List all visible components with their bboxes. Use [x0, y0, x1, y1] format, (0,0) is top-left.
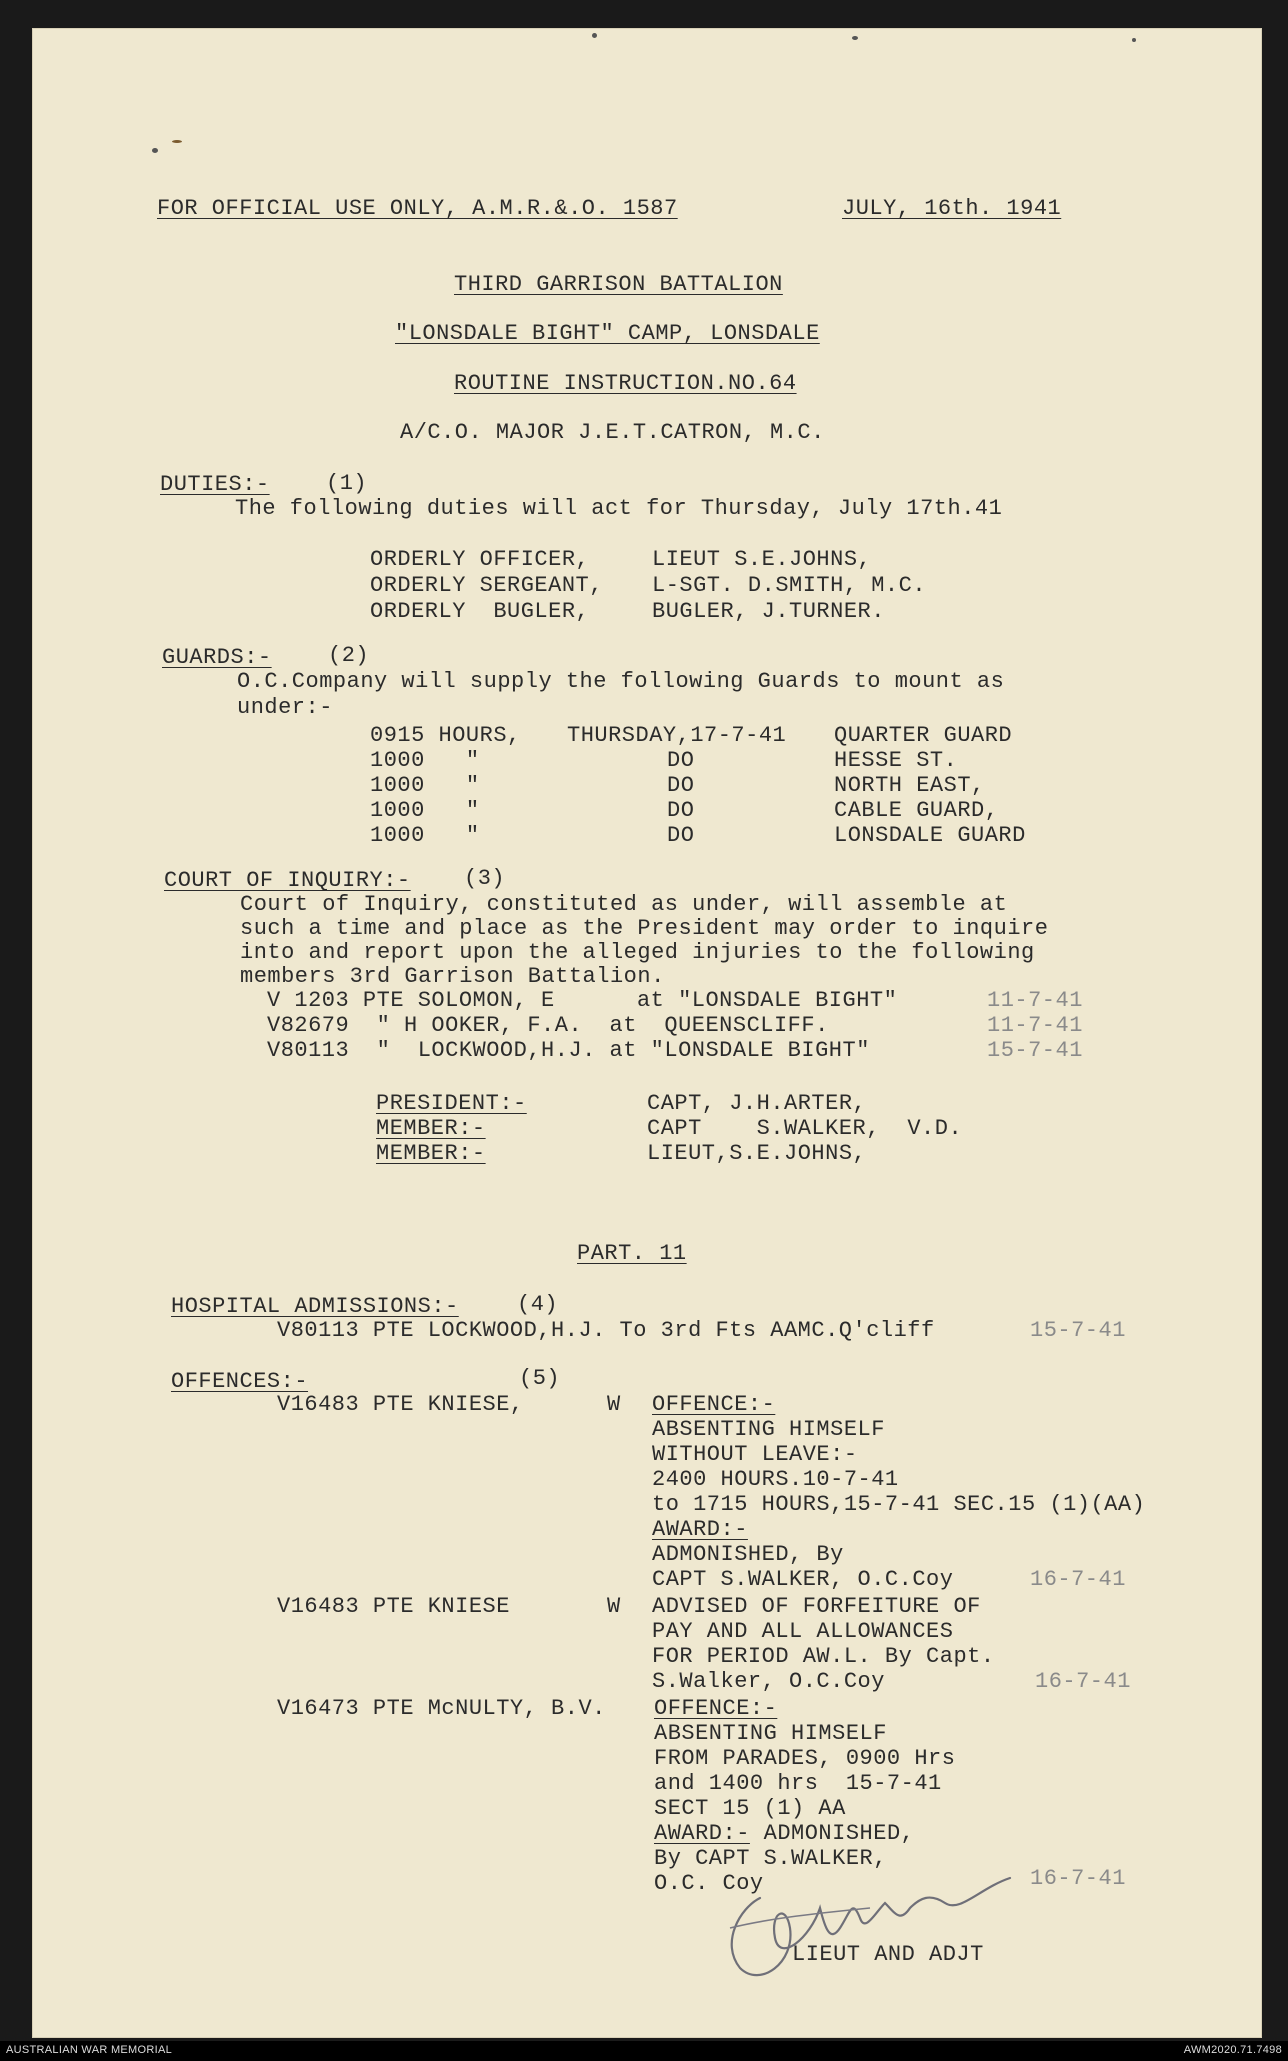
court-text: into and report upon the alleged injuries to the following [240, 940, 1035, 965]
guard-post: LONSDALE GUARD [834, 823, 1026, 848]
guard-day: DO [667, 748, 695, 773]
offence-line: ADVISED OF FORFEITURE OF [652, 1594, 981, 1619]
offence-mark: W [607, 1392, 621, 1417]
guard-post: QUARTER GUARD [834, 723, 1013, 748]
guards-number: (2) [328, 643, 370, 668]
guard-post: NORTH EAST, [834, 773, 985, 798]
guards-heading: GUARDS:- [162, 645, 272, 670]
footer-institution: AUSTRALIAN WAR MEMORIAL [6, 2044, 173, 2056]
offence-line: FROM PARADES, 0900 Hrs [654, 1746, 956, 1771]
offence-line: and 1400 hrs 15-7-41 [654, 1771, 942, 1796]
duty-name: BUGLER, J.TURNER. [652, 599, 885, 624]
offence-line: WITHOUT LEAVE:- [652, 1442, 858, 1467]
hospital-entry: V80113 PTE LOCKWOOD,H.J. To 3rd Fts AAMC.Q'cliff [277, 1318, 935, 1343]
offence-line: PAY AND ALL ALLOWANCES [652, 1619, 954, 1644]
header-classification: FOR OFFICIAL USE ONLY, A.M.R.&.O. 1587 [157, 196, 678, 221]
guard-post: CABLE GUARD, [834, 798, 999, 823]
header-date: JULY, 16th. 1941 [842, 196, 1062, 221]
court-member: V 1203 PTE SOLOMON, E at "LONSDALE BIGHT" [267, 988, 898, 1013]
duty-role: ORDERLY BUGLER, [370, 599, 590, 624]
duties-heading: DUTIES:- [160, 472, 270, 497]
hospital-date: 15-7-41 [1030, 1318, 1126, 1343]
duty-role: ORDERLY SERGEANT, [370, 573, 603, 598]
court-number: (3) [464, 866, 506, 891]
offence-soldier: V16483 PTE KNIESE [277, 1594, 510, 1619]
offence-date: 16-7-41 [1035, 1669, 1131, 1694]
duty-role: ORDERLY OFFICER, [370, 547, 590, 572]
archive-footer [0, 2041, 1288, 2061]
board-name: LIEUT,S.E.JOHNS, [647, 1141, 867, 1166]
paper-speck [152, 148, 158, 153]
court-member: V80113 " LOCKWOOD,H.J. at "LONSDALE BIGHT" [267, 1038, 870, 1063]
guard-day: DO [667, 798, 695, 823]
court-text: members 3rd Garrison Battalion. [240, 964, 665, 989]
award-text: ADMONISHED, [749, 1821, 915, 1846]
guard-day: DO [667, 773, 695, 798]
guard-time: 1000 " [370, 798, 480, 823]
offence-line: By CAPT S.WALKER, [654, 1846, 887, 1871]
handwritten-signature [700, 1868, 1030, 1998]
part-heading: PART. 11 [577, 1241, 687, 1266]
board-role: MEMBER:- [376, 1141, 486, 1166]
paper-speck [1132, 38, 1136, 42]
offence-soldier: V16473 PTE McNULTY, B.V. [277, 1696, 606, 1721]
footer-accession: AWM2020.71.7498 [1183, 2044, 1282, 2056]
guard-day: THURSDAY,17-7-41 [567, 723, 787, 748]
offences-number: (5) [519, 1366, 561, 1391]
court-member-date: 11-7-41 [987, 1013, 1083, 1038]
guards-intro: O.C.Company will supply the following Guards to mount as [237, 669, 1005, 694]
offence-soldier: V16483 PTE KNIESE, [277, 1392, 524, 1417]
court-text: Court of Inquiry, constituted as under, will assemble at [240, 892, 1008, 917]
guard-time: 0915 HOURS, [370, 723, 521, 748]
board-name: CAPT, J.H.ARTER, [647, 1091, 867, 1116]
hospital-heading: HOSPITAL ADMISSIONS:- [171, 1294, 459, 1319]
offence-line: 2400 HOURS.10-7-41 [652, 1467, 899, 1492]
duties-number: (1) [326, 471, 368, 496]
court-text: such a time and place as the President may order to inquire [240, 916, 1049, 941]
offence-line: CAPT S.WALKER, O.C.Coy [652, 1567, 954, 1592]
duty-name: L-SGT. D.SMITH, M.C. [652, 573, 927, 598]
board-name: CAPT S.WALKER, V.D. [647, 1116, 963, 1141]
title-camp: "LONSDALE BIGHT" CAMP, LONSDALE [395, 321, 820, 346]
offence-line: FOR PERIOD AW.L. By Capt. [652, 1644, 995, 1669]
offence-line: AWARD:- [652, 1517, 748, 1542]
offence-line: ADMONISHED, By [652, 1542, 844, 1567]
paper-speck [172, 140, 182, 143]
guard-time: 1000 " [370, 773, 480, 798]
court-heading: COURT OF INQUIRY:- [164, 868, 411, 893]
court-member-date: 15-7-41 [987, 1038, 1083, 1063]
document-page [32, 28, 1262, 2038]
title-instruction: ROUTINE INSTRUCTION.NO.64 [454, 371, 797, 396]
offence-mark: W [607, 1594, 621, 1619]
offence-line: ABSENTING HIMSELF [652, 1417, 885, 1442]
guard-time: 1000 " [370, 748, 480, 773]
guards-intro-cont: under:- [237, 695, 333, 720]
board-role: PRESIDENT:- [376, 1091, 527, 1116]
hospital-number: (4) [517, 1292, 559, 1317]
guard-day: DO [667, 823, 695, 848]
offence-line: O.C. Coy [654, 1871, 764, 1896]
offence-award-line [654, 1821, 914, 1847]
duties-intro: The following duties will act for Thursday, July 17th.41 [235, 496, 1003, 521]
offence-line: SECT 15 (1) AA [654, 1796, 846, 1821]
signature-title: LIEUT AND ADJT [792, 1942, 984, 1967]
offence-line: OFFENCE:- [654, 1696, 778, 1721]
offences-heading: OFFENCES:- [171, 1369, 309, 1394]
offence-date: 16-7-41 [1030, 1567, 1126, 1592]
paper-speck [852, 36, 858, 40]
title-battalion: THIRD GARRISON BATTALION [454, 272, 783, 297]
title-commander: A/C.O. MAJOR J.E.T.CATRON, M.C. [400, 420, 825, 445]
guard-time: 1000 " [370, 823, 480, 848]
award-label: AWARD:- [654, 1821, 750, 1846]
duty-name: LIEUT S.E.JOHNS, [652, 547, 872, 572]
offence-date: 16-7-41 [1030, 1866, 1126, 1891]
guard-post: HESSE ST. [834, 748, 958, 773]
offence-line: S.Walker, O.C.Coy [652, 1669, 885, 1694]
paper-speck [592, 33, 597, 38]
offence-line: OFFENCE:- [652, 1392, 776, 1417]
court-member: V82679 " H OOKER, F.A. at QUEENSCLIFF. [267, 1013, 829, 1038]
offence-line: to 1715 HOURS,15-7-41 SEC.15 (1)(AA) [652, 1492, 1146, 1517]
board-role: MEMBER:- [376, 1116, 486, 1141]
court-member-date: 11-7-41 [987, 988, 1083, 1013]
offence-line: ABSENTING HIMSELF [654, 1721, 887, 1746]
